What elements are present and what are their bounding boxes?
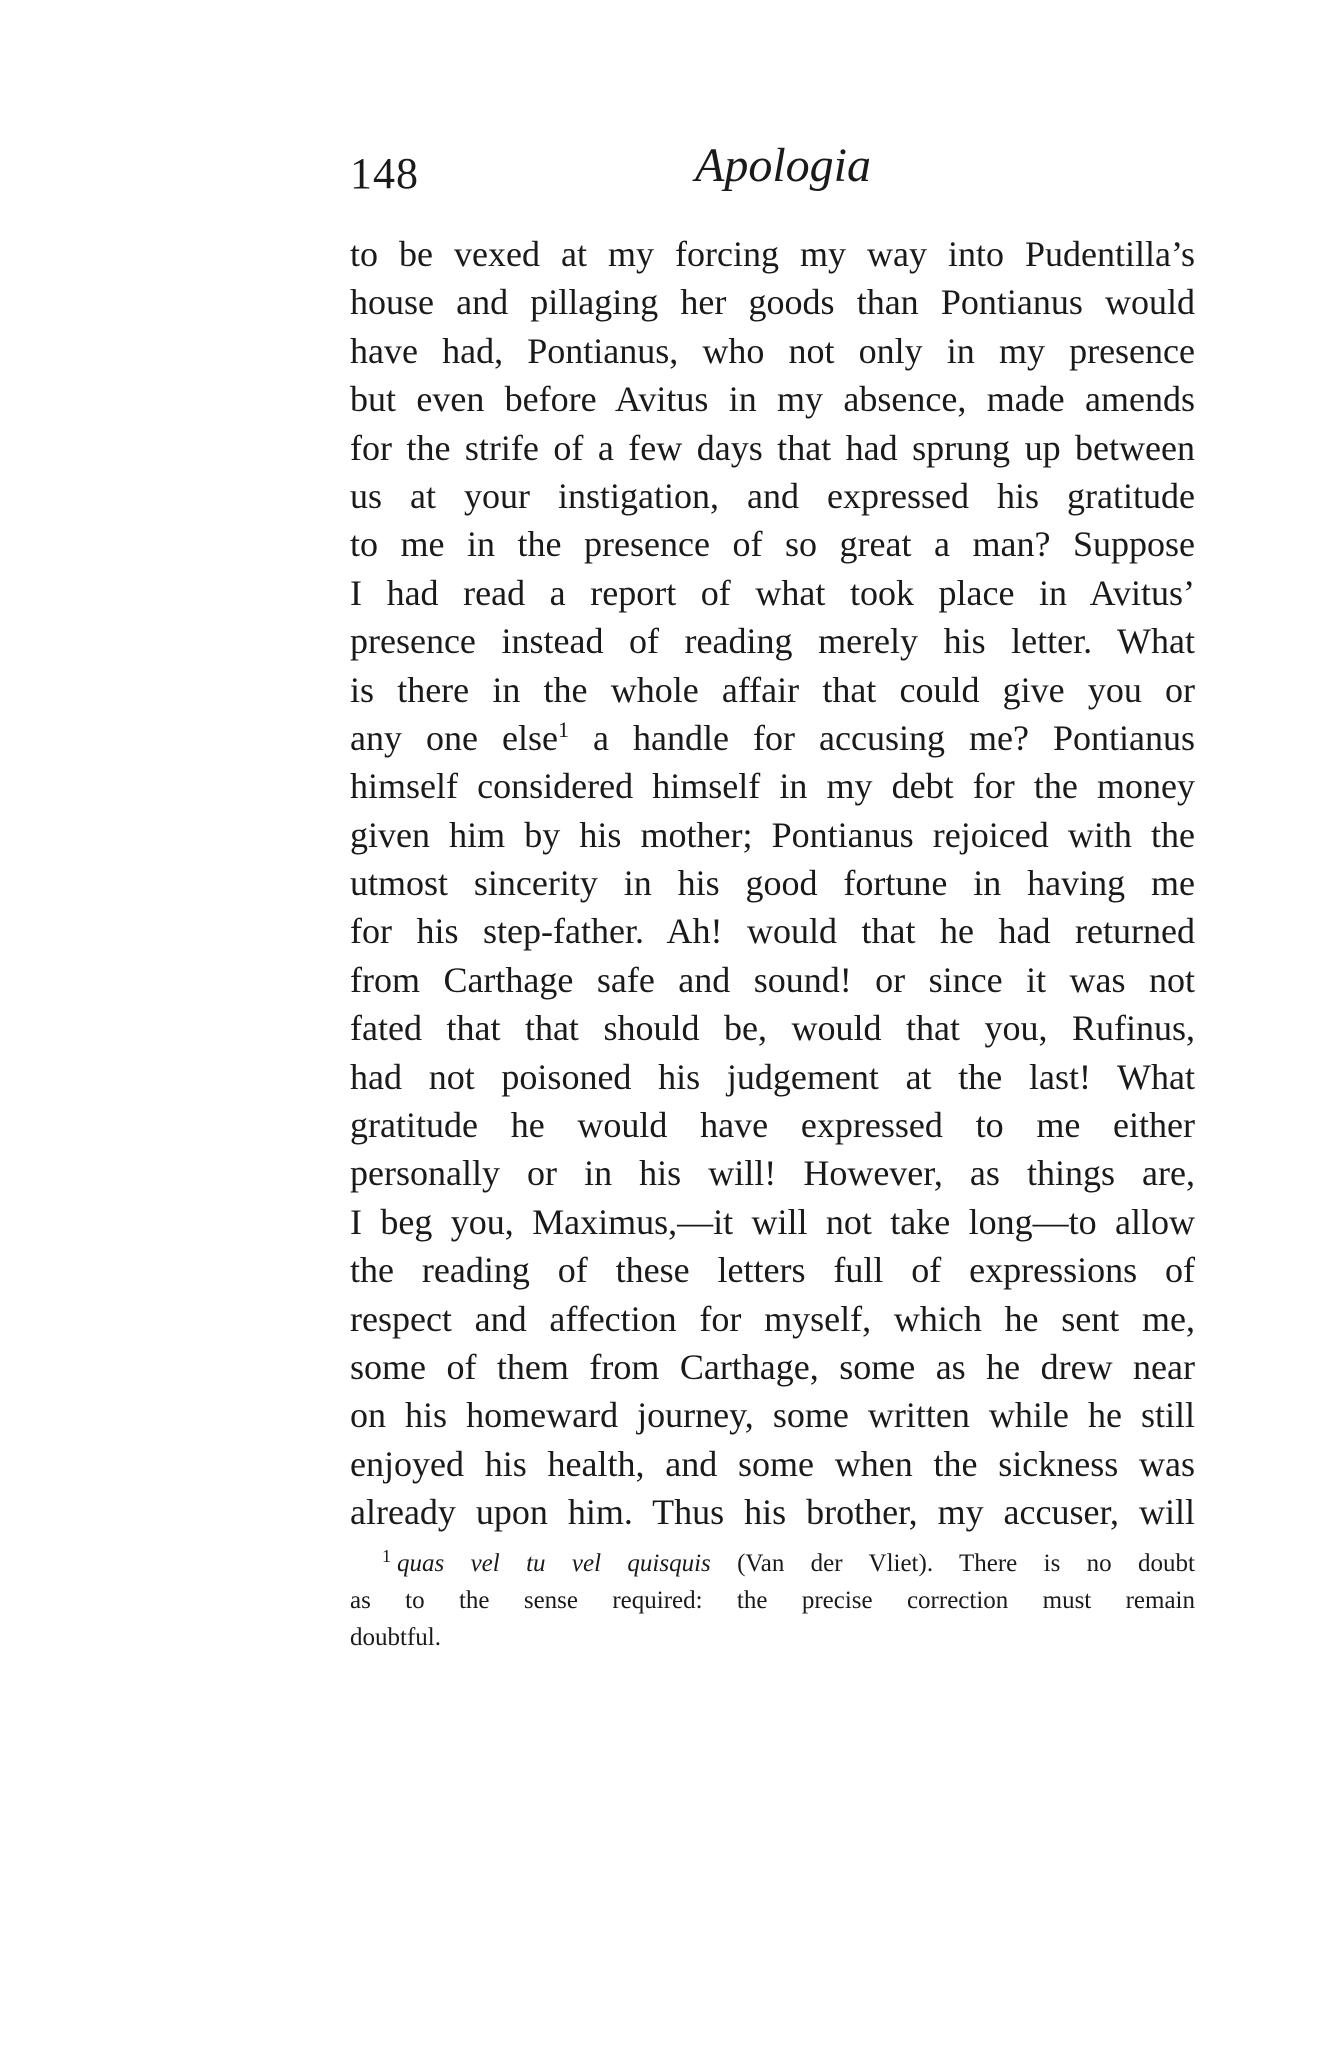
text-line: on his homeward journey, some written while he still <box>350 1395 1195 1436</box>
text-line: the reading of these letters full of expressions of <box>350 1250 1195 1291</box>
footnote <box>350 1545 1195 1656</box>
footnote-marker: 1 <box>382 1545 391 1566</box>
text-line: some of them from Carthage, some as he drew near <box>350 1346 1195 1387</box>
text-line: utmost sincerity in his good fortune in having me <box>350 863 1195 904</box>
line-start: any one else <box>350 717 558 758</box>
text-line: enjoyed his health, and some when the sickness was <box>350 1443 1195 1484</box>
body-text <box>350 230 1195 1537</box>
text-line: us at your instigation, and expressed his gratitude <box>350 475 1195 516</box>
text-line: to me in the presence of so great a man? Suppose <box>350 524 1195 565</box>
text-line: but even before Avitus in my absence, made amends <box>350 379 1195 420</box>
text-line: from Carthage safe and sound! or since it was not <box>350 959 1195 1000</box>
running-head <box>350 138 1195 208</box>
footnote-line-rest: (Van der Vliet). There is no doubt <box>710 1550 1195 1577</box>
text-line: fated that that should be, would that you, Rufinus, <box>350 1008 1195 1049</box>
text-line: gratitude he would have expressed to me either <box>350 1105 1195 1146</box>
text-line-with-note <box>350 714 1195 762</box>
footnote-line <box>350 1545 1195 1582</box>
text-line: himself considered himself in my debt for the money <box>350 766 1195 807</box>
text-line: have had, Pontianus, who not only in my presence <box>350 330 1195 371</box>
footnote-reference: 1 <box>557 716 569 742</box>
page-number: 148 <box>350 149 419 198</box>
line-end: a handle for accusing me? Pontianus <box>568 717 1195 758</box>
text-line: for the strife of a few days that had sprung up between <box>350 427 1195 468</box>
text-line: I beg you, Maximus,—it will not take long—to allow <box>350 1201 1195 1242</box>
text-line: is there in the whole affair that could give you or <box>350 669 1195 710</box>
running-title: Apologia <box>695 139 871 192</box>
text-line: given him by his mother; Pontianus rejoiced with the <box>350 814 1195 855</box>
text-line: house and pillaging her goods than Pontianus would <box>350 282 1195 323</box>
text-line: presence instead of reading merely his letter. What <box>350 621 1195 662</box>
text-line: I had read a report of what took place in Avitus’ <box>350 572 1195 613</box>
text-line: already upon him. Thus his brother, my accuser, will <box>350 1492 1195 1533</box>
text-line: to be vexed at my forcing my way into Pudentilla’s <box>350 234 1195 274</box>
footnote-latin: quas vel tu vel quisquis <box>397 1550 711 1577</box>
text-line: personally or in his will! However, as things are, <box>350 1153 1195 1194</box>
text-line: for his step-father. Ah! would that he had returned <box>350 911 1195 952</box>
footnote-line: doubtful. <box>350 1624 441 1651</box>
text-line: respect and affection for myself, which he sent me, <box>350 1298 1195 1339</box>
text-line: had not poisoned his judgement at the last! What <box>350 1056 1195 1097</box>
footnote-line: as to the sense required: the precise correction must remain <box>350 1587 1195 1614</box>
